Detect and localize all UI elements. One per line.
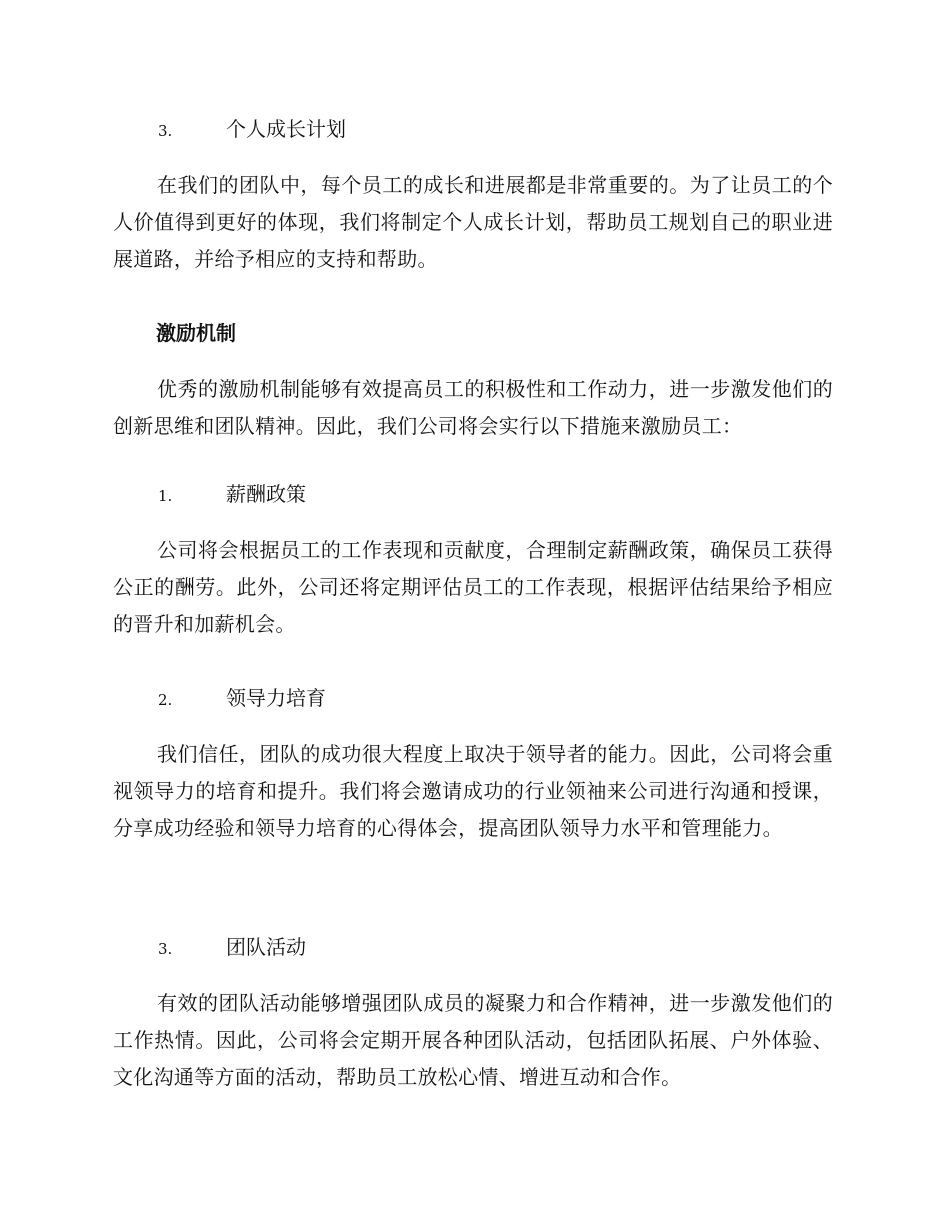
heading-title: 薪酬政策 — [226, 482, 306, 506]
heading-number: 3. — [158, 122, 173, 140]
heading-number: 2. — [158, 691, 173, 709]
numbered-heading-leadership — [158, 683, 326, 715]
paragraph-salary: 公司将会根据员工的工作表现和贡献度，合理制定薪酬政策，确保员工获得公正的酬劳。此外，公司还将定期评估员工的工作表现，根据评估结果给予相应的晋升和加薪机会。 — [113, 538, 833, 636]
paragraph-leadership: 我们信任，团队的成功很大程度上取决于领导者的能力。因此，公司将会重视领导力的培育和提升。我们将会邀请成功的行业领袖来公司进行沟通和授课，分享成功经验和领导力培育的心得体会，提高团队领导力水平和管理能力。 — [113, 742, 833, 840]
heading-title: 团队活动 — [226, 935, 306, 959]
paragraph-team-activity: 有效的团队活动能够增强团队成员的凝聚力和合作精神，进一步激发他们的工作热情。因此，公司将会定期开展各种团队活动，包括团队拓展、户外体验、文化沟通等方面的活动，帮助员工放松心情、增进互动和合作。 — [113, 991, 833, 1089]
numbered-heading-salary — [158, 479, 306, 511]
paragraph-incentive-intro: 优秀的激励机制能够有效提高员工的积极性和工作动力，进一步激发他们的创新思维和团队精神。因此，我们公司将会实行以下措施来激励员工： — [113, 377, 833, 438]
section-title-incentive: 激励机制 — [156, 321, 236, 345]
heading-number: 1. — [158, 487, 173, 505]
paragraph-personal-growth: 在我们的团队中，每个员工的成长和进展都是非常重要的。为了让员工的个人价值得到更好的体现，我们将制定个人成长计划，帮助员工规划自己的职业进展道路，并给予相应的支持和帮助。 — [113, 173, 833, 271]
heading-title: 个人成长计划 — [226, 117, 346, 141]
numbered-heading-team-activity — [158, 932, 306, 964]
heading-number: 3. — [158, 940, 173, 958]
heading-title: 领导力培育 — [226, 686, 326, 710]
numbered-heading-personal-growth — [158, 114, 346, 146]
